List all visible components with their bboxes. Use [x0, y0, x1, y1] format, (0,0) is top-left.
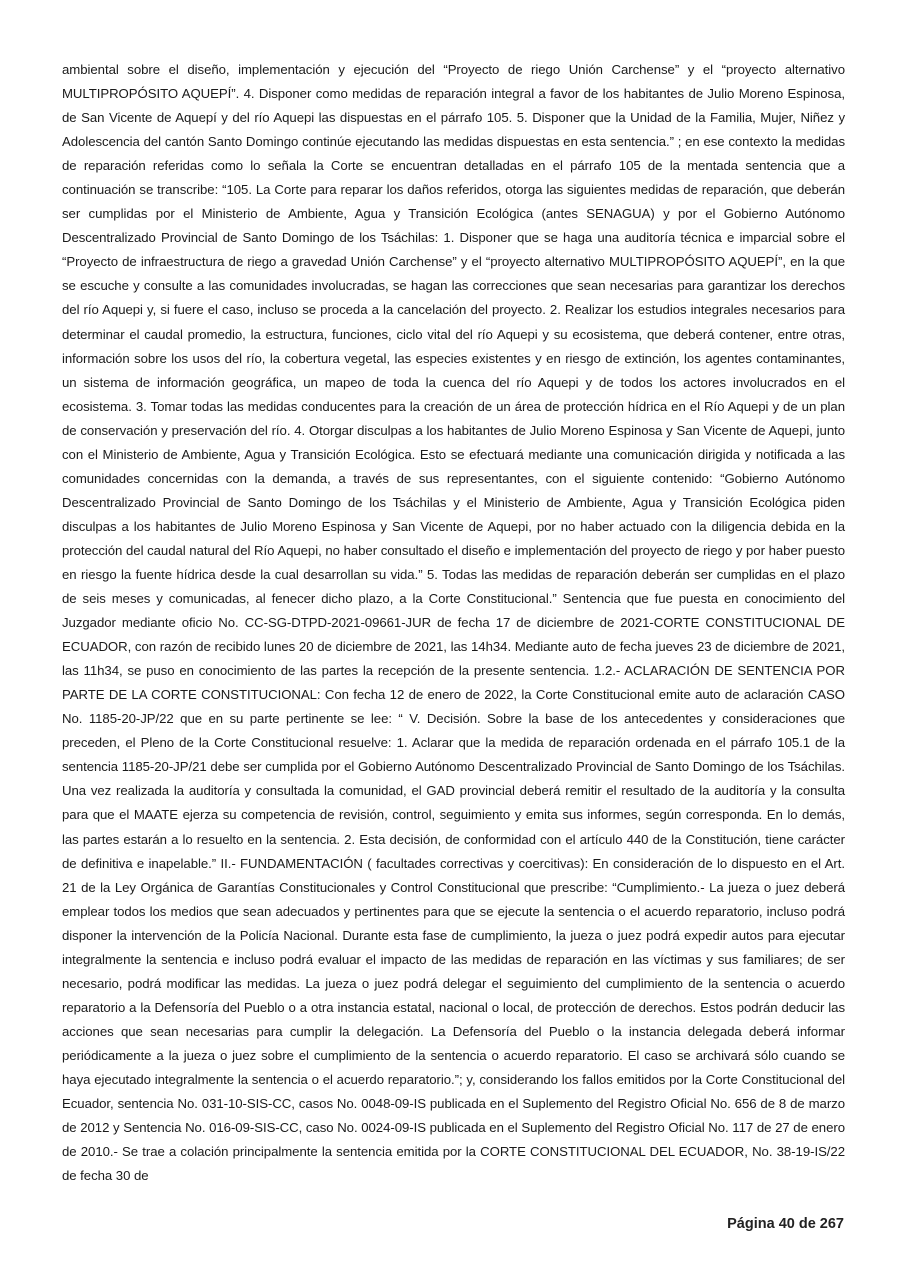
body-paragraph: ambiental sobre el diseño, implementación y ejecución del “Proyecto de riego Unión Carchense” y el “proyecto alternativo MULTIPROPÓSITO AQUEPÍ”. 4. Disponer como medidas de reparación integral a favor de los habitantes de Julio Moreno Espinosa, de San Vicente de Aquepí y del río Aquepi las dispuestas en el párrafo 105. 5. Disponer que la Unidad de la Familia, Mujer, Niñez y Adolescencia del cantón Santo Domingo continúe ejecutando las medidas dispuestas en esta sentencia.” ; en ese contexto la medidas de reparación referidas como lo señala la Corte se encuentran detalladas en el párrafo 105 de la mentada sentencia que a continuación se transcribe: “105. La Corte para reparar los daños referidos, otorga las siguientes medidas de reparación, que deberán ser cumplidas por el Ministerio de Ambiente, Agua y Transición Ecológica (antes SENAGUA) y por el Gobierno Autónomo Descentralizado Provincial de Santo Domingo de los Tsáchilas: 1. Disponer que se haga una auditoría técnica e imparcial sobre el “Proyecto de infraestructura de riego a gravedad Unión Carchense” y el “proyecto alternativo MULTIPROPÓSITO AQUEPÍ”, en la que se escuche y consulte a las comunidades involucradas, se hagan las correcciones que sean necesarias para garantizar los derechos del río Aquepi y, si fuere el caso, incluso se proceda a la cancelación del proyecto. 2. Realizar los estudios integrales necesarios para determinar el caudal promedio, la estructura, funciones, ciclo vital del río Aquepi y su ecosistema, que deberá contener, entre otras, información sobre los usos del río, la cobertura vegetal, las especies existentes y en riesgo de extinción, los agentes contaminantes, un sistema de información geográfica, un mapeo de toda la cuenca del río Aquepi y de todos los actores involucrados en el ecosistema. 3. Tomar todas las medidas conducentes para la creación de un área de protección hídrica en el Río Aquepi y de un plan de conservación y preservación del río. 4. Otorgar disculpas a los habitantes de Julio Moreno Espinosa y San Vicente de Aquepi, junto con el Ministerio de Ambiente, Agua y Transición Ecológica. Esto se efectuará mediante una comunicación dirigida y notificada a las comunidades concernidas con la demanda, a través de sus representantes, con el siguiente contenido: “Gobierno Autónomo Descentralizado Provincial de Santo Domingo de los Tsáchilas y el Ministerio de Ambiente, Agua y Transición Ecológica piden disculpas a los habitantes de Julio Moreno Espinosa y San Vicente de Aquepi, por no haber actuado con la diligencia debida en la protección del caudal natural del Río Aquepi, no haber consultado el diseño e implementación del proyecto de riego y por haber puesto en riesgo la fuente hídrica desde la cual desarrollan su vida.” 5. Todas las medidas de reparación deberán ser cumplidas en el plazo de seis meses y comunicadas, al fenecer dicho plazo, a la Corte Constitucional.” Sentencia que fue puesta en conocimiento del Juzgador mediante oficio No. CC-SG-DTPD-2021-09661-JUR de fecha 17 de diciembre de 2021-CORTE CONSTITUCIONAL DE ECUADOR, con razón de recibido lunes 20 de diciembre de 2021, las 14h34. Mediante auto de fecha jueves 23 de diciembre de 2021, las 11h34, se puso en conocimiento de las partes la recepción de la presente sentencia. 1.2.- ACLARACIÓN DE SENTENCIA POR PARTE DE LA CORTE CONSTITUCIONAL: Con fecha 12 de enero de 2022, la Corte Constitucional emite auto de aclaración CASO No. 1185-20-JP/22 que en su parte pertinente se lee: “ V. Decisión. Sobre la base de los antecedentes y consideraciones que preceden, el Pleno de la Corte Constitucional resuelve: 1. Aclarar que la medida de reparación ordenada en el párrafo 105.1 de la sentencia 1185-20-JP/21 debe ser cumplida por el Gobierno Autónomo Descentralizado Provincial de Santo Domingo de los Tsáchilas. Una vez realizada la auditoría y consultada la comunidad, el GAD provincial deberá remitir el resultado de la auditoría y la consulta para que el MAATE ejerza su competencia de revisión, control, seguimiento y emita sus informes, según corresponda. En lo demás, las partes estarán a lo resuelto en la sentencia. 2. Esta decisión, de conformidad con el artículo 440 de la Constitución, tiene carácter de definitiva e inapelable.” II.- FUNDAMENTACIÓN ( facultades correctivas y coercitivas): En consideración de lo dispuesto en el Art. 21 de la Ley Orgánica de Garantías Constitucionales y Control Constitucional que prescribe: “Cumplimiento.- La jueza o juez deberá emplear todos los medios que sean adecuados y pertinentes para que se ejecute la sentencia o el acuerdo reparatorio, incluso podrá disponer la intervención de la Policía Nacional. Durante esta fase de cumplimiento, la jueza o juez podrá expedir autos para ejecutar integralmente la sentencia e incluso podrá evaluar el impacto de las medidas de reparación en las víctimas y sus familiares; de ser necesario, podrá modificar las medidas. La jueza o juez podrá delegar el seguimiento del cumplimiento de la sentencia o acuerdo reparatorio a la Defensoría del Pueblo o a otra instancia estatal, nacional o local, de protección de derechos. Estos podrán deducir las acciones que sean necesarias para cumplir la delegación. La Defensoría del Pueblo o la instancia delegada deberá informar periódicamente a la jueza o juez sobre el cumplimiento de la sentencia o acuerdo reparatorio. El caso se archivará sólo cuando se haya ejecutado integralmente la sentencia o el acuerdo reparatorio.”; y, considerando los fallos emitidos por la Corte Constitucional del Ecuador, sentencia No. 031-10-SIS-CC, casos No. 0048-09-IS publicada en el Suplemento del Registro Oficial No. 656 de 8 de marzo de 2012 y Sentencia No. 016-09-SIS-CC, caso No. 0024-09-IS publicada en el Suplemento del Registro Oficial No. 117 de 27 de enero de 2010.- Se trae a colación principalmente la sentencia emitida por la CORTE CONSTITUCIONAL DEL ECUADOR, No. 38-19-IS/22 de fecha 30 de	[62, 62, 845, 1184]
page-number: Página 40 de 267	[727, 1216, 844, 1232]
